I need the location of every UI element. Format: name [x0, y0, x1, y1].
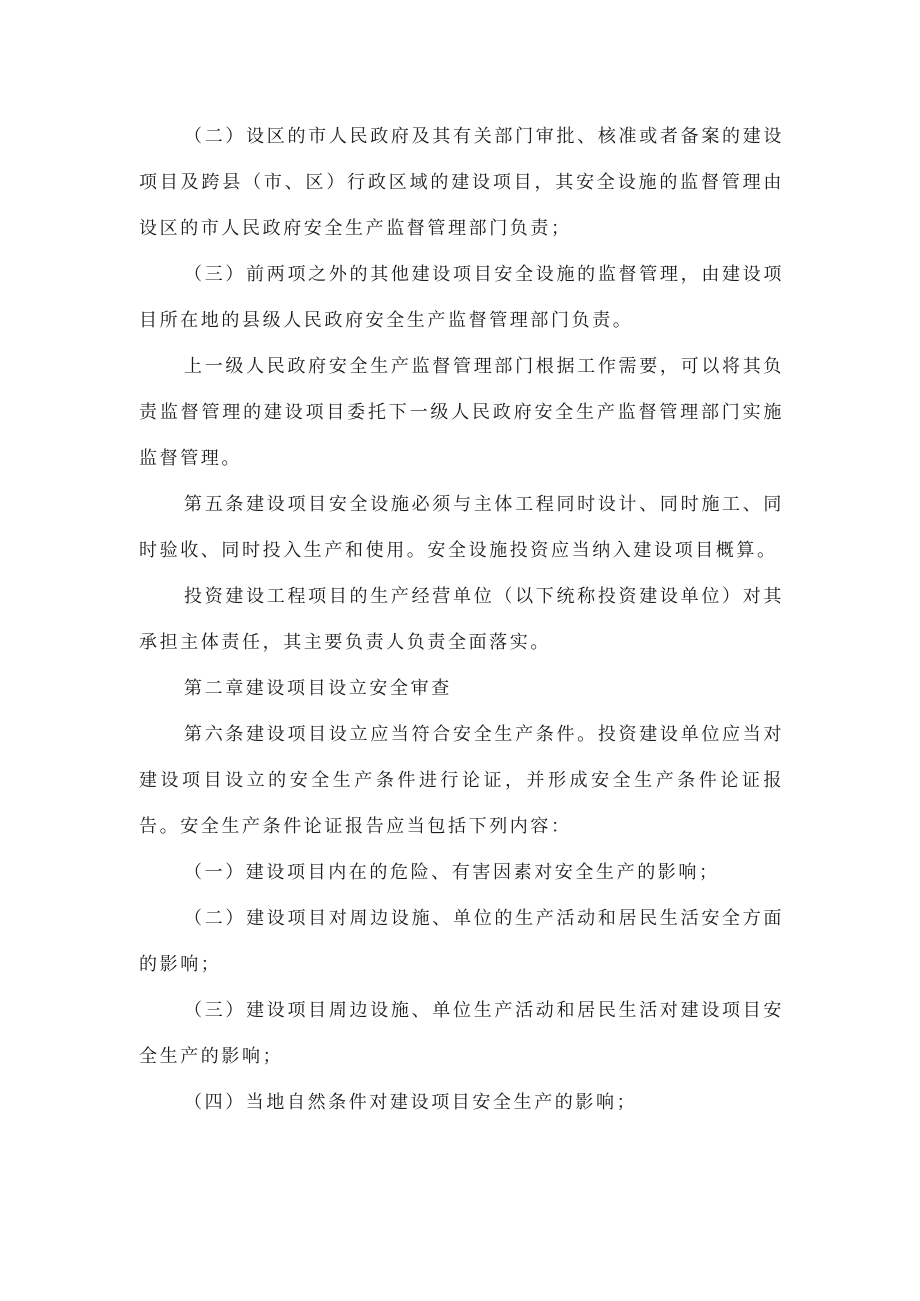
chapter-heading: 第二章建设项目设立安全审查	[184, 678, 452, 699]
list-item-1: （一）建设项目内在的危险、有害因素对安全生产的影响；	[184, 862, 720, 883]
document-body	[139, 114, 784, 1126]
paragraph-7: 第六条建设项目设立应当符合安全生产条件。投资建设单位应当对建设项目设立的安全生产条件进行论证，并形成安全生产条件论证报告。安全生产条件论证报告应当包括下列内容：	[139, 724, 784, 837]
paragraph-1: （二）设区的市人民政府及其有关部门审批、核准或者备案的建设项目及跨县（市、区）行政区域的建设项目，其安全设施的监督管理由设区的市人民政府安全生产监督管理部门负责；	[139, 126, 784, 239]
paragraph-4: 第五条建设项目安全设施必须与主体工程同时设计、同时施工、同时验收、同时投入生产和使用。安全设施投资应当纳入建设项目概算。	[139, 494, 784, 561]
paragraph-5: 投资建设工程项目的生产经营单位（以下统称投资建设单位）对其承担主体责任，其主要负责人负责全面落实。	[139, 586, 784, 653]
list-item-4: （四）当地自然条件对建设项目安全生产的影响；	[184, 1092, 638, 1113]
paragraph-2: （三）前两项之外的其他建设项目安全设施的监督管理，由建设项目所在地的县级人民政府安全生产监督管理部门负责。	[139, 264, 784, 331]
paragraph-3: 上一级人民政府安全生产监督管理部门根据工作需要，可以将其负责监督管理的建设项目委托下一级人民政府安全生产监督管理部门实施监督管理。	[139, 356, 784, 469]
list-item-2: （二）建设项目对周边设施、单位的生产活动和居民生活安全方面的影响；	[139, 908, 784, 975]
list-item-3: （三）建设项目周边设施、单位生产活动和居民生活对建设项目安全生产的影响；	[139, 1000, 784, 1067]
